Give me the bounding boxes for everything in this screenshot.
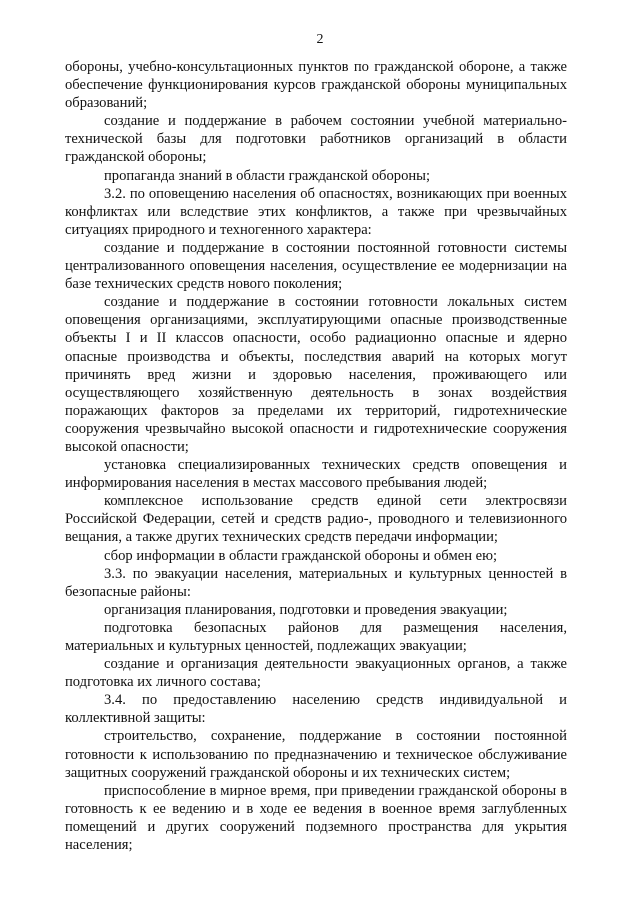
paragraph: строительство, сохранение, поддержание в состоянии постоянной готовности к использованию по предназначению и техническое обслуживание защитных сооружений гражданской обороны и их технических систем; [65,728,567,781]
paragraph: 3.2. по оповещению населения об опасностях, возникающих при военных конфликтах или вследствие этих конфликтов, а также при чрезвычайных ситуациях природного и техногенного характера: [65,185,567,238]
paragraph: установка специализированных технических средств оповещения и информирования населения в местах массового пребывания людей; [65,457,567,492]
document-body [65,58,567,854]
paragraph: 3.4. по предоставлению населению средств индивидуальной и коллективной защиты: [65,692,567,727]
page-number: 2 [316,32,324,47]
paragraph: организация планирования, подготовки и проведения эвакуации; [104,601,508,618]
paragraph: комплексное использование средств единой сети электросвязи Российской Федерации, сетей и средств радио-, проводного и телевизионного вещания, а также других технических средств передачи информации; [65,493,567,546]
paragraph: создание и поддержание в состоянии готовности локальных систем оповещения организациями, эксплуатирующими опасные производственные объекты I и II классов опасности, особо радиационно опасные и ядерно опасные производства и объекты, последствия аварий на которых могут причинять вред жизни и здоровью населения, проживающего или осуществляющего хозяйственную деятельность в зонах воздействия поражающих факторов за пределами их территорий, гидротехнические сооружения чрезвычайно высокой опасности и гидротехнические сооружения высокой опасности; [65,294,567,455]
paragraph: приспособление в мирное время, при приведении гражданской обороны в готовность к ее ведению и в ходе ее ведения в военное время заглубленных помещений и других сооружений подземного пространства для укрытия населения; [65,782,567,854]
paragraph: создание и поддержание в состоянии постоянной готовности системы централизованного оповещения населения, осуществление ее модернизации на базе технических средств нового поколения; [65,239,567,293]
paragraph: 3.3. по эвакуации населения, материальных и культурных ценностей в безопасные районы: [65,565,567,600]
paragraph: создание и организация деятельности эвакуационных органов, а также подготовка их личного состава; [65,656,567,691]
paragraph: обороны, учебно-консультационных пунктов по гражданской обороне, а также обеспечение функционирования курсов гражданской обороны муниципальных образований; [65,59,567,112]
paragraph: сбор информации в области гражданской обороны и обмен ею; [104,547,498,564]
paragraph: подготовка безопасных районов для размещения населения, материальных и культурных ценностей, подлежащих эвакуации; [65,619,567,654]
paragraph: создание и поддержание в рабочем состоянии учебной материально-технической базы для подготовки работников организаций в области гражданской обороны; [65,113,567,166]
paragraph: пропаганда знаний в области гражданской обороны; [104,167,431,184]
